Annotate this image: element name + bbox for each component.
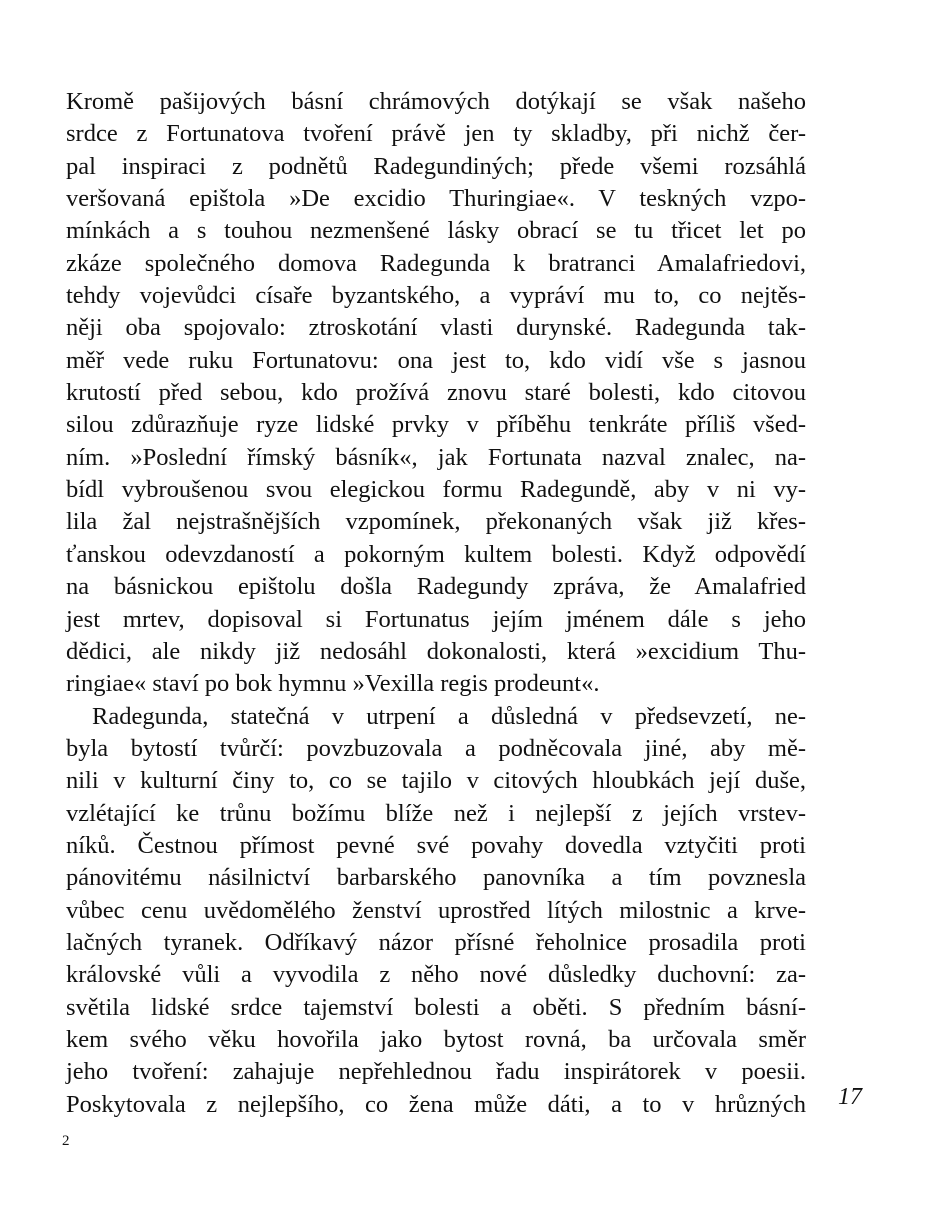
text-line: pánovitému násilnictví barbarského panovníka a tím povznesla — [66, 864, 806, 892]
text-line: vzlétající ke trůnu božímu blíže než i nejlepší z jejích vrstev- — [66, 799, 806, 827]
text-line: královské vůli a vyvodila z něho nové důsledky duchovní: za- — [66, 961, 806, 989]
text-line: dědici, ale nikdy již nedosáhl dokonalosti, která »excidium Thu- — [66, 637, 806, 665]
text-line: lila žal nejstrašnějších vzpomínek, překonaných však již křes- — [66, 508, 806, 536]
body-text — [66, 86, 806, 1121]
text-line: jeho tvoření: zahajuje nepřehlednou řadu inspirátorek v poesii. — [66, 1058, 806, 1086]
text-line: něji oba spojovalo: ztroskotání vlasti durynské. Radegunda tak- — [66, 314, 806, 342]
text-line: světila lidské srdce tajemství bolesti a oběti. S předním básní- — [66, 993, 806, 1021]
text-line: ťanskou odevzdaností a pokorným kultem bolesti. Když odpovědí — [66, 540, 806, 568]
text-line: ringiae« staví po bok hymnu »Vexilla regis prodeunt«. — [66, 670, 600, 698]
text-line: byla bytostí tvůrčí: povzbuzovala a podněcovala jiné, aby mě- — [66, 734, 806, 762]
text-line: zkáze společného domova Radegunda k bratranci Amalafriedovi, — [66, 249, 806, 277]
text-line: mínkách a s touhou nezmenšené lásky obrací se tu třicet let po — [66, 217, 806, 245]
text-line: Kromě pašijových básní chrámových dotýkají se však našeho — [66, 88, 806, 115]
text-line: silou zdůrazňuje ryze lidské prvky v příběhu tenkráte příliš všed- — [66, 411, 806, 439]
text-line: veršovaná epištola »De excidio Thuringiae«. V teskných vzpo- — [66, 185, 806, 213]
text-line: níků. Čestnou přímost pevné své povahy dovedla vztyčiti proti — [66, 831, 806, 859]
text-line: nili v kulturní činy to, co se tajilo v citových hloubkách její duše, — [66, 767, 806, 795]
paragraph-2 — [66, 701, 806, 1121]
text-line: bídl vybroušenou svou elegickou formu Radegundě, aby v ni vy- — [66, 476, 806, 504]
text-line: pal inspiraci z podnětů Radegundiných; přede všemi rozsáhlá — [66, 152, 806, 180]
page-number: 17 — [838, 1084, 862, 1110]
signature-mark: 2 — [62, 1133, 70, 1149]
text-line: měř vede ruku Fortunatovu: ona jest to, kdo vidí vše s jasnou — [66, 346, 806, 374]
paragraph-1 — [66, 86, 806, 701]
text-line: Poskytovala z nejlepšího, co žena může dáti, a to v hrůzných — [66, 1090, 806, 1118]
text-line: srdce z Fortunatova tvoření právě jen ty skladby, při nichž čer- — [66, 120, 806, 148]
text-line: lačných tyranek. Odříkavý názor přísné řeholnice prosadila proti — [66, 928, 806, 956]
text-line: Radegunda, statečná v utrpení a důsledná v předsevzetí, ne- — [92, 702, 806, 730]
text-line: tehdy vojevůdci císaře byzantského, a vypráví mu to, co nejtěs- — [66, 282, 806, 310]
text-line: na básnickou epištolu došla Radegundy zpráva, že Amalafried — [66, 573, 806, 601]
text-line: vůbec cenu uvědomělého ženství uprostřed lítých milostnic a krve- — [66, 896, 806, 924]
text-line: kem svého věku hovořila jako bytost rovná, ba určovala směr — [66, 1025, 806, 1053]
text-line: jest mrtev, dopisoval si Fortunatus jejím jménem dále s jeho — [66, 605, 806, 633]
text-line: krutostí před sebou, kdo prožívá znovu staré bolesti, kdo citovou — [66, 379, 806, 407]
text-line: ním. »Poslední římský básník«, jak Fortunata nazval znalec, na- — [66, 443, 806, 471]
